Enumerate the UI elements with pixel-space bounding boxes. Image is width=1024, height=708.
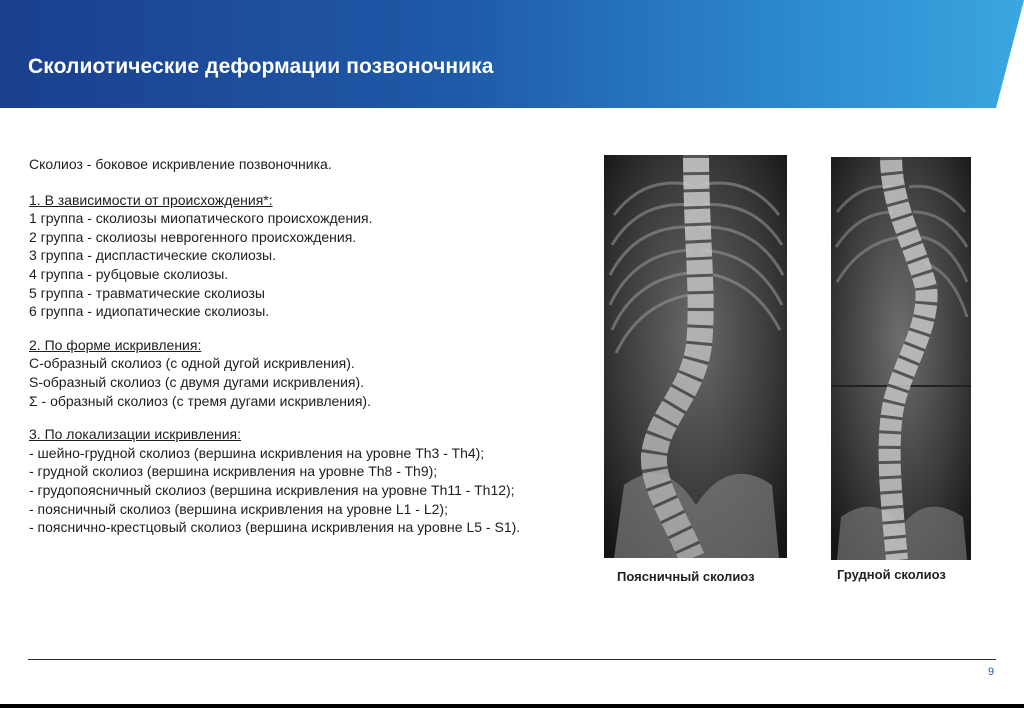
section1-item: 1 группа - сколиозы миопатического происхождения. (29, 210, 373, 227)
section2-item: Σ - образный сколиоз (с тремя дугами искривления). (29, 392, 371, 409)
section2-item: S-образный сколиоз (с двумя дугами искривления). (29, 373, 365, 390)
section1-item: 4 группа - рубцовые сколиозы. (29, 265, 229, 282)
section3-heading: 3. По локализации искривления: (29, 426, 242, 443)
bottom-bar (0, 704, 1024, 708)
xray-thoracic-caption: Грудной сколиоз (837, 567, 946, 582)
section1-item: 3 группа - диспластические сколиозы. (29, 247, 277, 264)
xray-thoracic-scoliosis (831, 157, 971, 560)
header-banner (0, 0, 1024, 108)
section1-item: 2 группа - сколиозы неврогенного происхождения. (29, 228, 357, 245)
text-content (29, 155, 579, 537)
section3-item: - шейно-грудной сколиоз (вершина искривления на уровне Th3 - Th4); (29, 444, 485, 461)
section3-item: - поясничный сколиоз (вершина искривления на уровне L1 - L2); (29, 500, 448, 517)
xray-lumbar-caption: Поясничный сколиоз (617, 569, 755, 584)
page-number: 9 (988, 666, 995, 678)
section2-heading: 2. По форме искривления: (29, 336, 202, 353)
section1-item: 6 группа - идиопатические сколиозы. (29, 303, 270, 320)
section1-heading: 1. В зависимости от происхождения*: (29, 191, 273, 208)
section3-item: - грудопоясничный сколиоз (вершина искривления на уровне Th11 - Th12); (29, 481, 515, 498)
footer-divider (28, 659, 996, 660)
section2-item: С-образный сколиоз (с одной дугой искривления). (29, 355, 355, 372)
section3-item: - грудной сколиоз (вершина искривления на уровне Th8 - Th9); (29, 463, 438, 480)
intro-text: Сколиоз - боковое искривление позвоночника. (29, 156, 332, 172)
section3-item: - пояснично-крестцовый сколиоз (вершина искривления на уровне L5 - S1). (29, 519, 521, 536)
xray-lumbar-scoliosis (604, 155, 787, 558)
slide-title: Сколиотические деформации позвоночника (28, 55, 494, 78)
section1-item: 5 группа - травматические сколиозы (29, 284, 265, 301)
